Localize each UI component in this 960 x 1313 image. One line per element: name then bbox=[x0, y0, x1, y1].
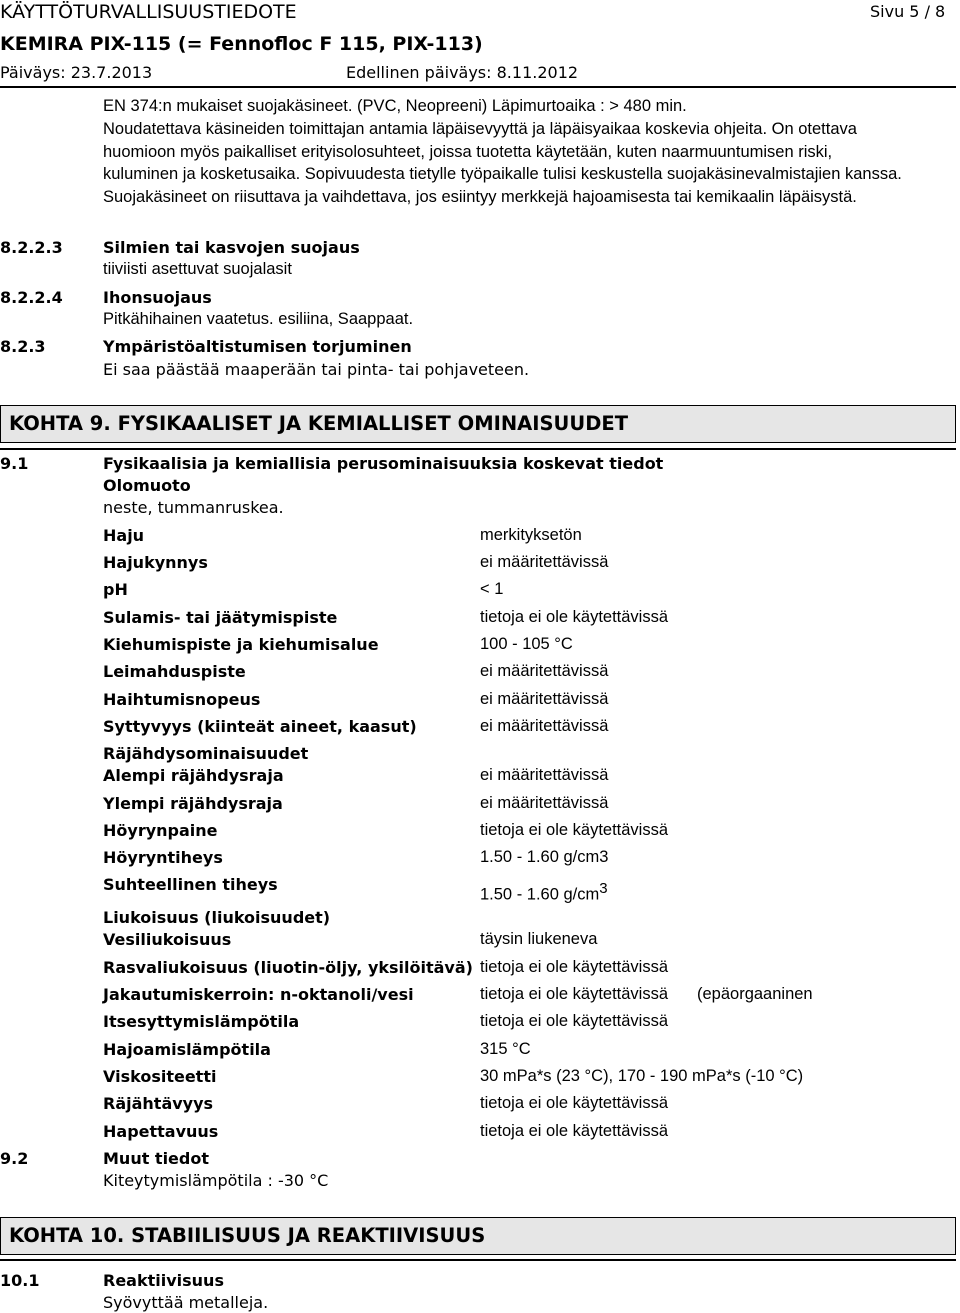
property-label: Sulamis- tai jäätymispiste bbox=[103, 608, 338, 627]
property-value bbox=[480, 717, 608, 736]
property-value-text: < 1 bbox=[480, 580, 504, 598]
property-value bbox=[480, 1094, 668, 1113]
subsection-number: 9.2 bbox=[0, 1149, 29, 1168]
subsection-number: 9.1 bbox=[0, 454, 29, 473]
property-label: Itsesyttymislämpötila bbox=[103, 1012, 300, 1031]
property-value bbox=[480, 880, 608, 905]
property-label: Haihtumisnopeus bbox=[103, 690, 261, 709]
product-title: KEMIRA PIX-115 (= Fennofloc F 115, PIX-113) bbox=[0, 33, 483, 55]
property-value-superscript: 3 bbox=[599, 880, 608, 897]
property-label: Kiehumispiste ja kiehumisalue bbox=[103, 635, 379, 654]
property-label: Räjähdysominaisuudet bbox=[103, 744, 309, 763]
property-value bbox=[480, 662, 608, 681]
property-value-text: ei määritettävissä bbox=[480, 766, 609, 784]
property-label: Jakautumiskerroin: n-oktanoli/vesi bbox=[103, 985, 414, 1004]
olomuoto-value: neste, tummanruskea. bbox=[103, 498, 284, 517]
subsection-number: 8.2.2.3 bbox=[0, 238, 63, 257]
gloves-paragraph: Noudatettava käsineiden toimittajan antamia läpäisevyyttä ja läpäisyaikaa koskevia ohjeita. On otettava huomioon myös paikalliset erityisolosuhteet, joissa tuotetta käytetään, kuten naarmuuntumisen riski, kuluminen ja kosketusaika. Sopivuudesta tietylle työpaikalle tulisi keskustella suojakäsinevalmistajien kanssa. Suojakäsineet on riisuttava ja vaihdettava, jos esiintyy merkkejä hajoamisesta tai kemikaalin läpäisystä. bbox=[103, 120, 902, 206]
property-value-text: ei määritettävissä bbox=[480, 717, 609, 735]
subsection-text: tiiviisti asettuvat suojalasit bbox=[103, 260, 292, 278]
subsection-text: Syövyttää metalleja. bbox=[103, 1293, 269, 1312]
property-value-text: ei määritettävissä bbox=[480, 662, 609, 680]
property-value-text: täysin liukeneva bbox=[480, 930, 598, 948]
property-value bbox=[480, 848, 608, 867]
subsection-number: 8.2.3 bbox=[0, 337, 46, 356]
property-value bbox=[480, 821, 668, 840]
subsection-title: Ihonsuojaus bbox=[103, 288, 212, 307]
subsection-text: Ei saa päästää maaperään tai pinta- tai pohjaveteen. bbox=[103, 360, 530, 379]
subsection-title: Muut tiedot bbox=[103, 1149, 209, 1168]
property-label: Leimahduspiste bbox=[103, 662, 246, 681]
property-label: Alempi räjähdysraja bbox=[103, 766, 284, 785]
olomuoto-label: Olomuoto bbox=[103, 476, 191, 495]
property-value-text: tietoja ei ole käytettävissä bbox=[480, 1122, 669, 1140]
issue-date: Päiväys: 23.7.2013 bbox=[0, 63, 153, 82]
property-value bbox=[480, 580, 503, 599]
property-value bbox=[480, 794, 608, 813]
property-label: Räjähtävyys bbox=[103, 1094, 214, 1113]
subsection-title: Fysikaalisia ja kemiallisia perusominaisuuksia koskevat tiedot bbox=[103, 454, 664, 473]
subsection-number: 10.1 bbox=[0, 1271, 40, 1290]
property-value bbox=[480, 930, 597, 949]
property-value-text: 30 mPa*s (23 °C), 170 - 190 mPa*s (-10 °C) bbox=[480, 1067, 804, 1085]
property-value bbox=[480, 635, 573, 654]
property-value bbox=[480, 1012, 668, 1031]
property-value-text: ei määritettävissä bbox=[480, 794, 609, 812]
property-value-extra: (epäorgaaninen bbox=[697, 985, 813, 1003]
property-value bbox=[480, 526, 582, 545]
subsection-text: Kiteytymislämpötila : -30 °C bbox=[103, 1171, 329, 1190]
section-9-title: KOHTA 9. FYSIKAALISET JA KEMIALLISET OMINAISUUDET bbox=[9, 412, 629, 435]
property-value bbox=[480, 608, 668, 627]
property-label: Vesiliukoisuus bbox=[103, 930, 232, 949]
property-value-text: 100 - 105 °C bbox=[480, 635, 573, 653]
property-label: Ylempi räjähdysraja bbox=[103, 794, 283, 813]
property-value bbox=[480, 766, 608, 785]
property-label: Syttyvyys (kiinteät aineet, kaasut) bbox=[103, 717, 417, 736]
property-label: Hajukynnys bbox=[103, 553, 208, 572]
property-label: Hajoamislämpötila bbox=[103, 1040, 271, 1059]
property-value-text: 315 °C bbox=[480, 1040, 531, 1058]
property-label: Haju bbox=[103, 526, 145, 545]
property-value-text: ei määritettävissä bbox=[480, 553, 609, 571]
property-value bbox=[480, 553, 608, 572]
subsection-title: Silmien tai kasvojen suojaus bbox=[103, 238, 360, 257]
subsection-title: Ympäristöaltistumisen torjuminen bbox=[103, 337, 412, 356]
property-value-text: 1.50 - 1.60 g/cm3 bbox=[480, 848, 609, 866]
property-value-text: tietoja ei ole käytettävissä bbox=[480, 821, 669, 839]
subsection-title: Reaktiivisuus bbox=[103, 1271, 224, 1290]
property-value bbox=[480, 1040, 531, 1059]
property-label: pH bbox=[103, 580, 128, 599]
property-value bbox=[480, 958, 668, 977]
property-label: Viskositeetti bbox=[103, 1067, 217, 1086]
document-type: KÄYTTÖTURVALLISUUSTIEDOTE bbox=[0, 1, 297, 23]
property-label: Liukoisuus (liukoisuudet) bbox=[103, 908, 331, 927]
property-label: Suhteellinen tiheys bbox=[103, 875, 278, 894]
subsection-text: Pitkähihainen vaatetus. esiliina, Saappaat. bbox=[103, 310, 414, 328]
property-value-text: tietoja ei ole käytettävissä bbox=[480, 608, 669, 626]
header-rule bbox=[0, 86, 956, 88]
section-9-header bbox=[0, 405, 956, 443]
previous-date: Edellinen päiväys: 8.11.2012 bbox=[346, 63, 579, 82]
property-value bbox=[480, 690, 608, 709]
subsection-number: 8.2.2.4 bbox=[0, 288, 63, 307]
property-value bbox=[480, 1067, 803, 1086]
page-number: Sivu 5 / 8 bbox=[870, 2, 946, 21]
property-value-text: tietoja ei ole käytettävissä bbox=[480, 1094, 669, 1112]
property-value-text: ei määritettävissä bbox=[480, 690, 609, 708]
property-label: Rasvaliukoisuus (liuotin-öljy, yksilöitävä) bbox=[103, 958, 473, 977]
property-value-text: tietoja ei ole käytettävissä bbox=[480, 1012, 669, 1030]
property-label: Höyrynpaine bbox=[103, 821, 218, 840]
section-10-rule bbox=[0, 1259, 956, 1261]
property-value bbox=[480, 1122, 668, 1141]
property-label: Höyryntiheys bbox=[103, 848, 223, 867]
section-10-header bbox=[0, 1217, 956, 1255]
property-value-text: 1.50 - 1.60 g/cm bbox=[480, 885, 600, 904]
property-value-text: tietoja ei ole käytettävissä bbox=[480, 958, 669, 976]
section-9-rule bbox=[0, 448, 956, 450]
property-label: Hapettavuus bbox=[103, 1122, 219, 1141]
section-10-title: KOHTA 10. STABIILISUUS JA REAKTIIVISUUS bbox=[9, 1224, 486, 1247]
property-value bbox=[480, 985, 668, 1004]
gloves-line: EN 374:n mukaiset suojakäsineet. (PVC, Neopreeni) Läpimurtoaika : > 480 min. bbox=[103, 97, 687, 115]
property-value-text: tietoja ei ole käytettävissä bbox=[480, 985, 669, 1003]
property-value-text: merkityksetön bbox=[480, 526, 582, 544]
